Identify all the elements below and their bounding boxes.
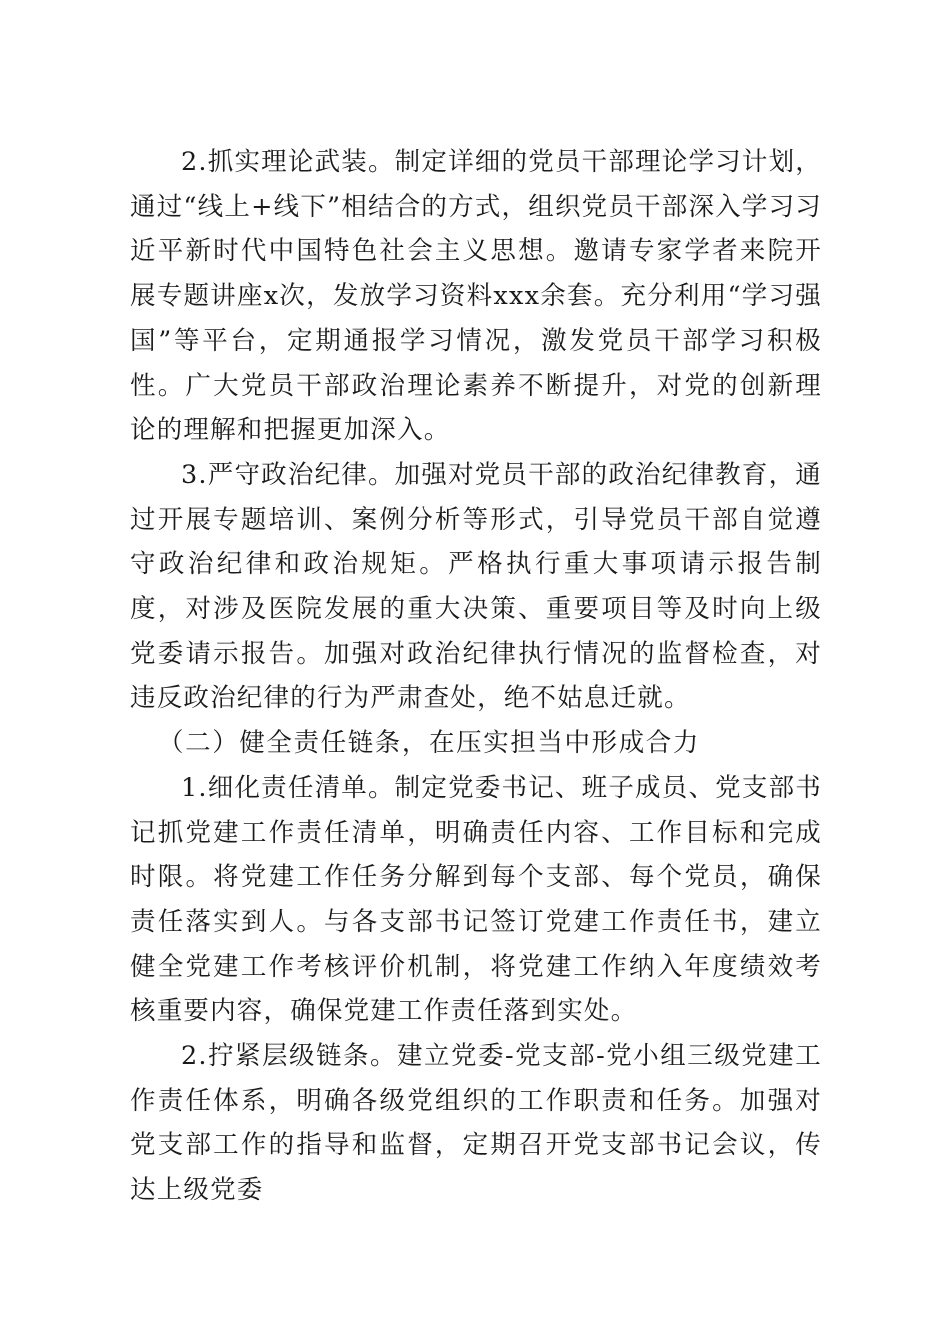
paragraph-hierarchy-chain: 2.拧紧层级链条。建立党委-党支部-党小组三级党建工作责任体系，明确各级党组织的工作职责和任务。加强对党支部工作的指导和监督，定期召开党支部书记会议，传达上级党委	[130, 1041, 822, 1206]
section-heading: （二）健全责任链条，在压实担当中形成合力	[158, 728, 701, 759]
paragraph-responsibility-list: 1.细化责任清单。制定党委书记、班子成员、党支部书记抓党建工作责任清单，明确责任内容、工作目标和完成时限。将党建工作任务分解到每个支部、每个党员，确保责任落实到人。与各支部书记签订党建工作责任书，建立健全党建工作考核评价机制，将党建工作纳入年度绩效考核重要内容，确保党建工作责任落到实处。	[130, 772, 822, 1027]
document-body	[130, 140, 822, 1213]
paragraph-theory-study: 2.抓实理论武装。制定详细的党员干部理论学习计划，通过“线上+线下”相结合的方式，组织党员干部深入学习习近平新时代中国特色社会主义思想。邀请专家学者来院开展专题讲座x次，发放学习资料xxx余套。充分利用“学习强国”等平台，定期通报学习情况，激发党员干部学习积极性。广大党员干部政治理论素养不断提升，对党的创新理论的理解和把握更加深入。	[130, 147, 822, 446]
paragraph-political-discipline: 3.严守政治纪律。加强对党员干部的政治纪律教育，通过开展专题培训、案例分析等形式，引导党员干部自觉遵守政治纪律和政治规矩。严格执行重大事项请示报告制度，对涉及医院发展的重大决策、重要项目等及时向上级党委请示报告。加强对政治纪律执行情况的监督检查，对违反政治纪律的行为严肃查处，绝不姑息迁就。	[130, 459, 822, 714]
